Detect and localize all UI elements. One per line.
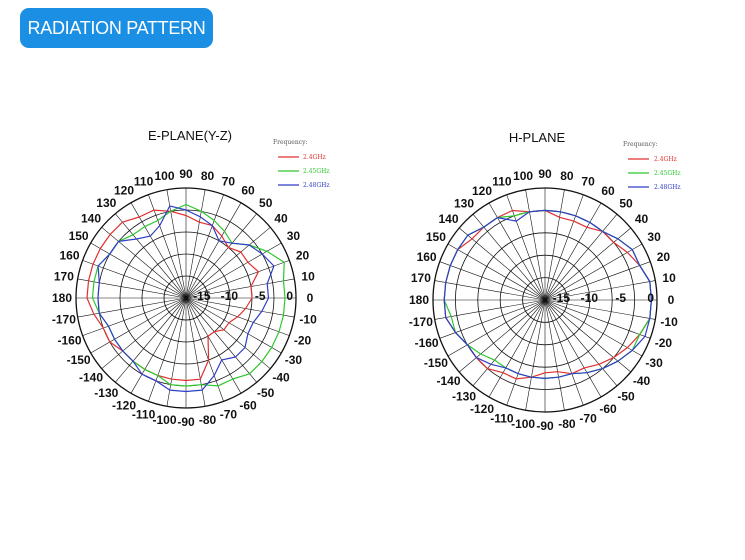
angle-label: -10 (660, 314, 678, 329)
angle-label: 80 (200, 168, 215, 183)
angle-label: 70 (581, 174, 595, 189)
angle-label: -60 (239, 398, 257, 413)
angle-label: -140 (78, 370, 104, 385)
angle-label: -30 (284, 353, 303, 367)
angle-label: 10 (301, 269, 315, 284)
angle-label: -40 (272, 370, 290, 385)
angle-label: -150 (66, 353, 91, 367)
angle-label: 150 (68, 229, 89, 243)
angle-label: 110 (492, 174, 512, 189)
angle-label: -80 (558, 417, 576, 432)
chart-title: E-PLANE(Y-Z) (147, 128, 233, 143)
angle-label: 170 (53, 269, 74, 284)
angle-label: 170 (410, 271, 431, 286)
angle-label: -130 (94, 386, 119, 400)
angle-label: 40 (274, 211, 288, 226)
legend-label: 2.4GHz (303, 154, 326, 161)
legend-label: 2.45GHz (654, 170, 681, 177)
angle-label: 90 (179, 167, 193, 181)
angle-label: -90 (177, 415, 195, 429)
angle-label: 140 (80, 211, 102, 226)
radial-label: -15 (193, 289, 211, 303)
angle-label: 50 (619, 196, 633, 211)
angle-label: 0 (667, 293, 675, 307)
angle-label: -20 (293, 333, 312, 348)
angle-label: 50 (259, 196, 273, 210)
chart-title: H-PLANE (508, 130, 566, 145)
legend-title: Frequency: (273, 139, 308, 146)
angle-label: -140 (436, 374, 461, 388)
angle-label: 140 (438, 212, 459, 226)
angle-label: -40 (632, 374, 651, 388)
angle-label: 130 (96, 196, 117, 210)
angle-label: 10 (662, 271, 676, 286)
angle-label: -170 (51, 312, 76, 327)
angle-label: 60 (601, 183, 615, 198)
angle-label: 20 (656, 249, 671, 264)
radial-label: 0 (647, 291, 654, 305)
angle-label: -160 (57, 333, 82, 348)
angle-label: -110 (490, 411, 514, 426)
angle-label: -150 (423, 356, 448, 370)
angle-label: -10 (299, 312, 317, 327)
angle-label: 160 (416, 249, 437, 264)
angle-label: -70 (219, 407, 238, 422)
angle-label: -170 (408, 314, 433, 329)
angle-label: 180 (408, 293, 430, 307)
radial-label: 0 (286, 289, 293, 303)
radial-label: -10 (580, 291, 598, 305)
angle-label: 130 (453, 196, 475, 211)
angle-label: -70 (579, 411, 597, 426)
angle-label: 120 (471, 183, 493, 198)
angle-label: 30 (286, 229, 301, 243)
angle-label: -90 (536, 419, 554, 433)
angle-label: 120 (113, 183, 135, 198)
legend-title: Frequency: (623, 141, 658, 148)
section-title: RADIATION PATTERN (27, 18, 206, 38)
legend-label: 2.48GHz (303, 182, 330, 189)
angle-label: 90 (538, 167, 552, 181)
legend-label: 2.4GHz (654, 156, 677, 163)
angle-label: 150 (425, 230, 446, 244)
angle-label: -120 (469, 402, 495, 417)
angle-label: 70 (221, 174, 236, 189)
angle-label: 0 (306, 291, 314, 305)
angle-label: 60 (241, 183, 255, 198)
angle-label: -120 (111, 398, 137, 413)
angle-label: -50 (257, 386, 275, 400)
angle-label: -80 (198, 413, 217, 428)
angle-label: 20 (295, 248, 310, 263)
radial-label: -5 (254, 289, 266, 303)
angle-label: -60 (599, 402, 617, 417)
angle-label: -100 (152, 413, 177, 428)
angle-label: -160 (414, 336, 439, 351)
angle-label: 30 (647, 230, 661, 244)
angle-label: 110 (133, 174, 154, 189)
radial-label: -15 (552, 291, 570, 305)
angle-label: -110 (131, 407, 156, 422)
legend-label: 2.45GHz (303, 168, 330, 175)
angle-label: -130 (451, 389, 477, 404)
legend-label: 2.48GHz (654, 184, 681, 191)
angle-label: 100 (154, 168, 175, 183)
angle-label: -50 (617, 389, 635, 404)
angle-label: 40 (634, 212, 649, 226)
angle-label: -100 (511, 417, 536, 432)
angle-label: 180 (51, 291, 73, 305)
angle-label: 100 (513, 168, 534, 183)
legend (623, 141, 681, 191)
radial-label: -10 (220, 289, 238, 303)
angle-label: -20 (654, 336, 673, 351)
angle-label: 80 (560, 168, 574, 183)
angle-label: -30 (645, 356, 663, 370)
angle-label: 160 (59, 248, 80, 263)
radial-label: -5 (615, 291, 626, 305)
